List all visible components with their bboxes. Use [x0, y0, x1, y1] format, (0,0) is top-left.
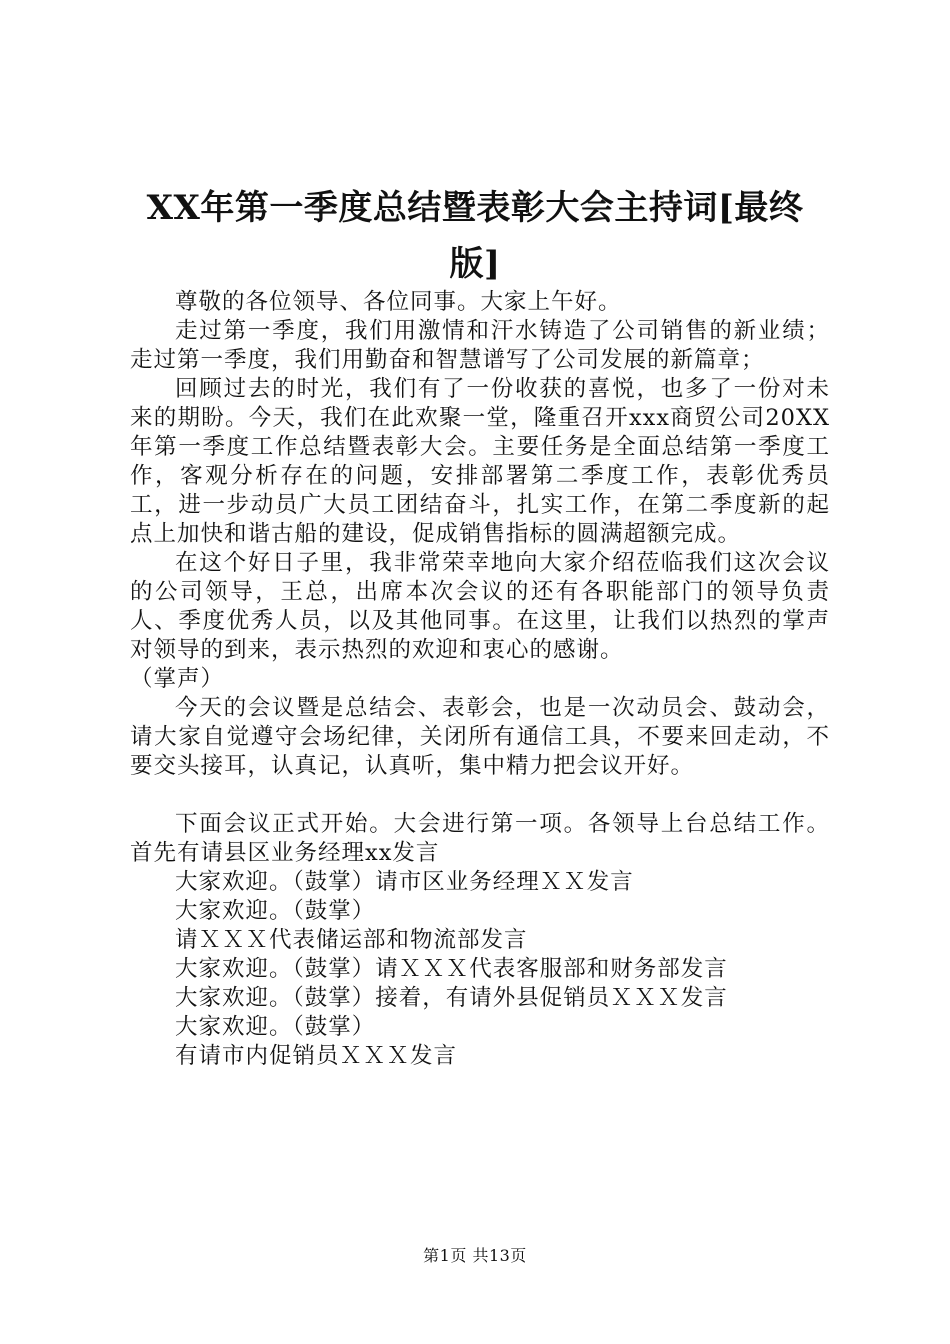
paragraph-speaker-1: 大家欢迎。（鼓掌）请市区业务经理ＸＸ发言: [175, 869, 634, 895]
paragraph-start: 下面会议正式开始。大会进行第一项。各领导上台总结工作。首先有请县区业务经理xx发言: [130, 811, 830, 866]
paragraph-review: 回顾过去的时光，我们有了一份收获的喜悦，也多了一份对未来的期盼。今天，我们在此欢聚一堂，隆重召开xxx商贸公司20XX年第一季度工作总结暨表彰大会。主要任务是全面总结第一季度工作，客观分析存在的问题，安排部署第二季度工作，表彰优秀员工，进一步动员广大员工团结奋斗，扎实工作，在第二季度新的起点上加快和谐古船的建设，促成销售指标的圆满超额完成。: [130, 376, 830, 547]
document-body: [130, 288, 830, 1071]
paragraph-speaker-2: 请ＸＸＸ代表储运部和物流部发言: [175, 927, 528, 953]
paragraph-welcome-2: 大家欢迎。（鼓掌）: [175, 1014, 376, 1040]
paragraph-speaker-3: 大家欢迎。（鼓掌）请ＸＸＸ代表客服部和财务部发言: [175, 956, 728, 982]
paragraph-leaders: 在这个好日子里，我非常荣幸地向大家介绍莅临我们这次会议的公司领导，王总，出席本次会议的还有各职能部门的领导负责人、季度优秀人员，以及其他同事。在这里，让我们以热烈的掌声对领导的到来，表示热烈的欢迎和衷心的感谢。: [130, 550, 830, 663]
paragraph-greeting: 尊敬的各位领导、各位同事。大家上午好。: [175, 289, 622, 315]
page-number: 第1页 共13页: [423, 1246, 527, 1265]
paragraph-welcome-1: 大家欢迎。（鼓掌）: [175, 898, 376, 924]
title-line-1: XX年第一季度总结暨表彰大会主持词[最终: [146, 188, 804, 228]
blank-line: [130, 781, 830, 810]
title-line-2: 版]: [449, 244, 501, 284]
paragraph-speaker-5: 有请市内促销员ＸＸＸ发言: [175, 1043, 458, 1069]
paragraph-intro: 走过第一季度，我们用激情和汗水铸造了公司销售的新业绩；走过第一季度，我们用勤奋和智慧谱写了公司发展的新篇章；: [130, 318, 830, 373]
paragraph-applause: （掌声）: [130, 666, 225, 692]
paragraph-rules: 今天的会议暨是总结会、表彰会，也是一次动员会、鼓动会，请大家自觉遵守会场纪律，关闭所有通信工具，不要来回走动，不要交头接耳，认真记，认真听，集中精力把会议开好。: [130, 695, 830, 779]
page-footer: [0, 1246, 950, 1266]
document-title: [130, 180, 820, 292]
paragraph-speaker-4: 大家欢迎。（鼓掌）接着，有请外县促销员ＸＸＸ发言: [175, 985, 728, 1011]
